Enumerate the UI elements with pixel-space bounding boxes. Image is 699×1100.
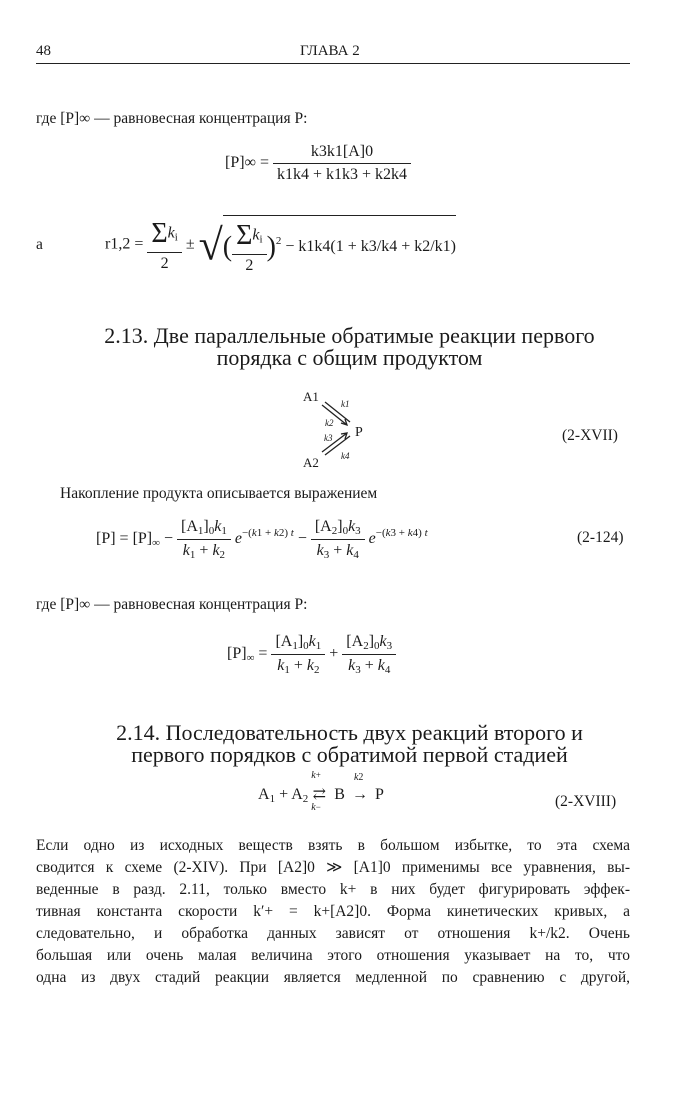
equation-p-infinity-1 — [225, 143, 411, 184]
equation-2-124: $[P] = [P]_\infty$ − $\frac{[A_1]_0k_1}{k_1 + k_2}$ $e^{-(k1 + k2) t}$ − $\frac{[A_2]_0k_3}{k_3 + k_4}$ $e^{-(k3 + k4) t}$ — [96, 518, 428, 561]
scheme-k2: k2 — [325, 418, 334, 428]
scheme-arrows — [295, 385, 385, 470]
scheme-p: P — [355, 425, 363, 440]
section-13-title-line2: порядка с общим продуктом — [216, 345, 483, 370]
equation-2-124-number: (2-124) — [577, 529, 624, 546]
equation-p-infinity-2: $[P]_\infty$ = $\frac{[A_1]_0k_1}{k_1 + k_2}$ + $\frac{[A_2]_0k_3}{k_3 + k_4}$ — [227, 633, 396, 676]
paragraph-line: веденные в разд. 2.11, только вместо k+ в них будет фигурировать эффек- — [36, 881, 630, 898]
eq2-tail: − k1k4(1 + k3/k4 + k2/k1) — [285, 238, 457, 256]
scheme-a1: A1 — [303, 389, 319, 404]
section-14-title-line2: первого порядков с обратимой первой стадией — [131, 742, 568, 767]
eq2-sum-fraction — [147, 218, 181, 273]
intro-line-2: где [P]∞ — равновесная концентрация P: — [36, 596, 308, 613]
page-number: 48 — [36, 43, 51, 59]
section-13-title-line1: 2.13. Две параллельные обратимые реакции первого — [104, 323, 595, 348]
equation-r12: r1,2 = $\frac{\Sigma k_i}{2}$ ± √( $\frac{\Sigma k_i}{2}$ )$^2$ − k1k4(1 + k3/k4 + k2/k1) — [105, 215, 456, 275]
eq2-sum-den: 2 — [160, 254, 169, 272]
header-rule — [36, 63, 630, 64]
section-14-title-line1: 2.14. Последовательность двух реакций второго и — [116, 720, 583, 745]
eq1-fraction — [273, 143, 411, 184]
eq1-numerator: k3k1[A]0 — [273, 143, 411, 164]
eq2-sum-num: $\Sigma k_i$ — [147, 218, 181, 253]
scheme-a2: A2 — [303, 455, 319, 470]
paragraph-line: следовательно, и обработка данных зависят от отношения k+/k2. Очень — [36, 925, 630, 942]
eq1-denominator: k1k4 + k1k3 + k2k4 — [276, 166, 408, 183]
scheme-2-xviii: $A_1 + A_2$ k+ ⇄ k− B k2 → P — [258, 770, 384, 813]
chapter-title: ГЛАВА 2 — [300, 43, 360, 59]
sqrt-sign: √ — [198, 220, 223, 270]
eq2-lhs: r1,2 = — [105, 235, 144, 253]
sqrt-body: ( $\frac{\Sigma k_i}{2}$ )$^2$ − k1k4(1 + k3/k4 + k2/k1) — [223, 215, 456, 275]
paragraph-line: одна из двух стадий реакции является медленной по сравнению с другой, — [36, 969, 630, 986]
scheme-k3: k3 — [324, 433, 333, 443]
accumulation-text: Накопление продукта описывается выражением — [60, 485, 378, 502]
eq1-lhs: [P]∞ = — [225, 154, 269, 172]
scheme-k1: k1 — [341, 399, 350, 409]
scheme-2-xvii — [295, 385, 385, 470]
intro-line-1: где [P]∞ — равновесная концентрация P: — [36, 110, 308, 127]
scheme-2-xviii-number: (2-XVIII) — [555, 793, 617, 810]
scheme-k4: k4 — [341, 451, 350, 461]
paragraph-line: сводится к схеме (2-XIV). При [A2]0 ≫ [A1]0 применимы все уравнения, вы- — [36, 859, 630, 876]
scheme-2-xvii-number: (2-XVII) — [562, 427, 618, 444]
paragraph-line: Если одно из исходных веществ взять в большом избытке, то эта схема — [36, 837, 630, 854]
eq2-prefix: а — [36, 236, 43, 253]
paragraph-line: тивная константа скорости k′+ = k+[A2]0. Форма кинетических кривых, а — [36, 903, 630, 920]
body-paragraph — [36, 835, 630, 989]
paragraph-line: большая или очень малая величина этого отношения указывает на то, что — [36, 947, 630, 964]
